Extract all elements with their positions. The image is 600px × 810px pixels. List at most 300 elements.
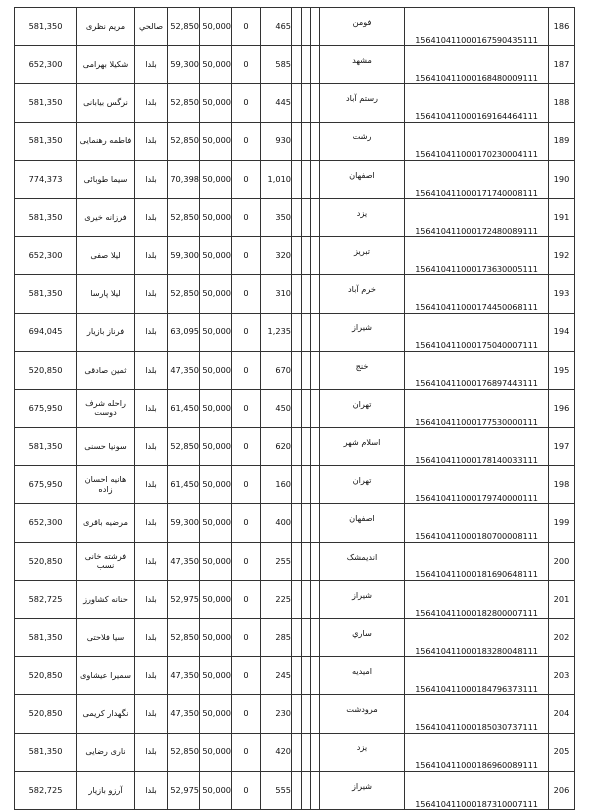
city-cell xyxy=(320,275,405,313)
v4-text: 52,975 xyxy=(170,784,199,795)
zero-cell xyxy=(232,122,261,160)
type-cell xyxy=(135,313,168,351)
row-number-cell xyxy=(549,160,575,198)
total-amount-cell xyxy=(15,198,77,236)
account-number-cell xyxy=(405,8,549,46)
zero-cell xyxy=(232,313,261,351)
fixed-amount-cell xyxy=(200,160,232,198)
v4-text: 47,350 xyxy=(170,708,199,719)
total-amount-cell xyxy=(15,8,77,46)
city-cell xyxy=(320,160,405,198)
value-cell xyxy=(261,466,292,504)
empty-cell xyxy=(292,8,302,46)
row-number-cell xyxy=(549,542,575,580)
empty-cell xyxy=(302,389,311,427)
type-text: بلدا xyxy=(145,555,157,566)
row-text: 195 xyxy=(553,364,570,375)
city-text: تهران xyxy=(352,475,372,486)
v3-text: 50,000 xyxy=(202,517,231,528)
account-number-cell xyxy=(405,389,549,427)
zero-cell xyxy=(232,389,261,427)
row-number-cell xyxy=(549,8,575,46)
city-cell xyxy=(320,580,405,618)
row-text: 200 xyxy=(553,555,570,566)
row-text: 188 xyxy=(553,97,570,108)
v2-text: 0 xyxy=(243,326,249,337)
account-text: 156410411000180700008111 xyxy=(415,531,538,542)
row-text: 193 xyxy=(553,288,570,299)
v3-text: 50,000 xyxy=(202,211,231,222)
type-cell xyxy=(135,160,168,198)
row-text: 192 xyxy=(553,250,570,260)
name-text: ناری رضایی xyxy=(85,746,126,757)
account-number-cell xyxy=(405,351,549,389)
total-text: 581,350 xyxy=(28,20,63,31)
empty-cell xyxy=(302,466,311,504)
v2-text: 0 xyxy=(243,746,249,757)
name-text: نرگس بیابانی xyxy=(83,97,128,108)
value-cell xyxy=(261,504,292,542)
empty-cell xyxy=(292,122,302,160)
total-text: 520,850 xyxy=(28,708,63,719)
empty-cell xyxy=(292,580,302,618)
row-text: 189 xyxy=(553,135,570,146)
v4-text: 52,850 xyxy=(170,211,199,222)
account-text: 156410411000172480089111 xyxy=(415,225,538,236)
value-cell xyxy=(261,275,292,313)
empty-cell xyxy=(292,46,302,84)
type-cell xyxy=(135,657,168,695)
person-name-cell xyxy=(77,389,135,427)
empty-cell xyxy=(311,657,320,695)
row-text: 201 xyxy=(553,593,570,604)
empty-cell xyxy=(302,619,311,657)
amount-cell xyxy=(168,695,200,733)
amount-cell xyxy=(168,313,200,351)
total-text: 675,950 xyxy=(28,479,63,490)
v1-text: 160 xyxy=(275,479,291,490)
city-cell xyxy=(320,198,405,236)
row-number-cell xyxy=(549,580,575,618)
empty-cell xyxy=(292,351,302,389)
row-text: 196 xyxy=(553,402,570,413)
empty-cell xyxy=(292,198,302,236)
amount-cell xyxy=(168,389,200,427)
name-text: سیما طوبائی xyxy=(83,173,128,184)
v3-text: 50,000 xyxy=(202,670,231,681)
total-amount-cell xyxy=(15,504,77,542)
amount-cell xyxy=(168,619,200,657)
empty-cell xyxy=(292,389,302,427)
table-row xyxy=(15,733,575,771)
value-cell xyxy=(261,122,292,160)
amount-cell xyxy=(168,542,200,580)
type-cell xyxy=(135,771,168,809)
table-row xyxy=(15,160,575,198)
account-text: 156410411000169164464111 xyxy=(415,111,538,122)
city-text: خرم آباد xyxy=(348,284,376,295)
account-text: 156410411000173630005111 xyxy=(415,263,538,274)
row-text: 190 xyxy=(553,173,570,184)
total-amount-cell xyxy=(15,160,77,198)
city-text: امیدیه xyxy=(351,666,373,677)
empty-cell xyxy=(302,122,311,160)
account-number-cell xyxy=(405,695,549,733)
city-text: اصفهان xyxy=(349,169,375,180)
person-name-cell xyxy=(77,771,135,809)
empty-cell xyxy=(292,542,302,580)
v2-text: 0 xyxy=(243,173,249,184)
empty-cell xyxy=(302,657,311,695)
fixed-amount-cell xyxy=(200,695,232,733)
total-text: 652,300 xyxy=(28,59,63,70)
total-text: 581,350 xyxy=(28,631,63,642)
v2-text: 0 xyxy=(243,20,249,31)
city-text: رشت xyxy=(352,131,372,142)
city-text: شیراز xyxy=(351,589,373,600)
row-number-cell xyxy=(549,237,575,275)
zero-cell xyxy=(232,733,261,771)
city-cell xyxy=(320,733,405,771)
empty-cell xyxy=(292,695,302,733)
row-number-cell xyxy=(549,46,575,84)
row-number-cell xyxy=(549,351,575,389)
person-name-cell xyxy=(77,657,135,695)
table-row xyxy=(15,771,575,809)
v1-text: 555 xyxy=(275,784,291,795)
empty-cell xyxy=(311,695,320,733)
v3-text: 50,000 xyxy=(202,288,231,299)
empty-cell xyxy=(302,237,311,275)
account-number-cell xyxy=(405,428,549,466)
type-cell xyxy=(135,695,168,733)
person-name-cell xyxy=(77,84,135,122)
name-text: فرشته خانی نسب xyxy=(84,550,127,571)
table-row xyxy=(15,198,575,236)
account-text: 156410411000171740008111 xyxy=(415,187,538,198)
type-text: بلدا xyxy=(145,326,157,337)
empty-cell xyxy=(302,84,311,122)
total-amount-cell xyxy=(15,237,77,275)
account-number-cell xyxy=(405,466,549,504)
v2-text: 0 xyxy=(243,288,249,299)
v2-text: 0 xyxy=(243,593,249,604)
row-text: 205 xyxy=(553,746,570,757)
total-amount-cell xyxy=(15,542,77,580)
row-text: 203 xyxy=(553,670,570,681)
account-text: 156410411000174450068111 xyxy=(415,302,538,313)
empty-cell xyxy=(311,84,320,122)
total-text: 675,950 xyxy=(28,402,63,413)
account-text: 156410411000184796373111 xyxy=(415,683,538,694)
zero-cell xyxy=(232,695,261,733)
type-text: بلدا xyxy=(145,670,157,681)
value-cell xyxy=(261,8,292,46)
city-text: تبریز xyxy=(353,246,371,256)
person-name-cell xyxy=(77,580,135,618)
empty-cell xyxy=(311,389,320,427)
v4-text: 52,850 xyxy=(170,97,199,108)
v2-text: 0 xyxy=(243,479,249,490)
value-cell xyxy=(261,580,292,618)
zero-cell xyxy=(232,351,261,389)
v3-text: 50,000 xyxy=(202,631,231,642)
row-number-cell xyxy=(549,389,575,427)
total-amount-cell xyxy=(15,619,77,657)
type-text: بلدا xyxy=(145,708,157,719)
zero-cell xyxy=(232,542,261,580)
city-cell xyxy=(320,8,405,46)
table-row xyxy=(15,46,575,84)
type-cell xyxy=(135,84,168,122)
empty-cell xyxy=(302,542,311,580)
empty-cell xyxy=(311,428,320,466)
v1-text: 310 xyxy=(275,288,291,299)
value-cell xyxy=(261,428,292,466)
total-amount-cell xyxy=(15,275,77,313)
name-text: آرزو بازیار xyxy=(88,784,123,795)
empty-cell xyxy=(311,275,320,313)
type-cell xyxy=(135,542,168,580)
city-text: اصفهان xyxy=(349,513,375,524)
v2-text: 0 xyxy=(243,59,249,70)
value-cell xyxy=(261,542,292,580)
type-cell xyxy=(135,466,168,504)
type-text: بلدا xyxy=(145,59,157,70)
empty-cell xyxy=(292,657,302,695)
person-name-cell xyxy=(77,619,135,657)
row-number-cell xyxy=(549,695,575,733)
v2-text: 0 xyxy=(243,135,249,146)
empty-cell xyxy=(311,504,320,542)
v1-text: 255 xyxy=(275,555,291,566)
empty-cell xyxy=(302,504,311,542)
name-text: سونیا حسنی xyxy=(84,440,127,451)
empty-cell xyxy=(311,733,320,771)
city-text: تهران xyxy=(352,398,372,409)
empty-cell xyxy=(311,771,320,809)
account-number-cell xyxy=(405,542,549,580)
empty-cell xyxy=(302,428,311,466)
table-row xyxy=(15,504,575,542)
fixed-amount-cell xyxy=(200,389,232,427)
city-cell xyxy=(320,351,405,389)
v4-text: 59,300 xyxy=(170,250,199,260)
value-cell xyxy=(261,389,292,427)
row-number-cell xyxy=(549,275,575,313)
v1-text: 320 xyxy=(275,250,291,260)
city-text: شیراز xyxy=(351,322,373,333)
row-text: 198 xyxy=(553,479,570,490)
table-row xyxy=(15,389,575,427)
city-cell xyxy=(320,428,405,466)
v4-text: 47,350 xyxy=(170,670,199,681)
person-name-cell xyxy=(77,198,135,236)
empty-cell xyxy=(302,695,311,733)
row-number-cell xyxy=(549,466,575,504)
v3-text: 50,000 xyxy=(202,555,231,566)
amount-cell xyxy=(168,84,200,122)
account-number-cell xyxy=(405,504,549,542)
fixed-amount-cell xyxy=(200,275,232,313)
table-row xyxy=(15,466,575,504)
v1-text: 445 xyxy=(275,97,291,108)
type-text: بلدا xyxy=(145,746,157,757)
amount-cell xyxy=(168,657,200,695)
fixed-amount-cell xyxy=(200,313,232,351)
v4-text: 61,450 xyxy=(170,479,199,490)
fixed-amount-cell xyxy=(200,619,232,657)
fixed-amount-cell xyxy=(200,580,232,618)
v1-text: 225 xyxy=(275,593,291,604)
zero-cell xyxy=(232,466,261,504)
v1-text: 620 xyxy=(275,440,291,451)
account-number-cell xyxy=(405,237,549,275)
empty-cell xyxy=(302,351,311,389)
amount-cell xyxy=(168,46,200,84)
account-text: 156410411000183280048111 xyxy=(415,645,538,656)
v1-text: 350 xyxy=(275,211,291,222)
row-number-cell xyxy=(549,504,575,542)
table-row xyxy=(15,122,575,160)
account-text: 156410411000167590435111 xyxy=(415,34,538,45)
city-cell xyxy=(320,46,405,84)
zero-cell xyxy=(232,619,261,657)
row-number-cell xyxy=(549,198,575,236)
city-cell xyxy=(320,504,405,542)
account-text: 156410411000187310007111 xyxy=(415,798,538,809)
total-text: 581,350 xyxy=(28,211,63,222)
person-name-cell xyxy=(77,237,135,275)
type-text: بلدا xyxy=(145,364,157,375)
name-text: هانیه احسان زاده xyxy=(84,474,127,494)
type-cell xyxy=(135,619,168,657)
amount-cell xyxy=(168,122,200,160)
total-amount-cell xyxy=(15,46,77,84)
person-name-cell xyxy=(77,466,135,504)
total-amount-cell xyxy=(15,733,77,771)
total-amount-cell xyxy=(15,84,77,122)
account-number-cell xyxy=(405,122,549,160)
table-row xyxy=(15,275,575,313)
name-text: مرضیه باقری xyxy=(83,517,128,528)
table-row xyxy=(15,542,575,580)
type-cell xyxy=(135,122,168,160)
type-text: بلدا xyxy=(145,288,157,299)
total-amount-cell xyxy=(15,389,77,427)
zero-cell xyxy=(232,198,261,236)
account-text: 156410411000186960089111 xyxy=(415,760,538,771)
amount-cell xyxy=(168,237,200,275)
city-cell xyxy=(320,313,405,351)
v3-text: 50,000 xyxy=(202,593,231,604)
person-name-cell xyxy=(77,695,135,733)
v2-text: 0 xyxy=(243,250,249,260)
total-text: 581,350 xyxy=(28,135,63,146)
total-amount-cell xyxy=(15,122,77,160)
account-number-cell xyxy=(405,619,549,657)
value-cell xyxy=(261,351,292,389)
account-number-cell xyxy=(405,733,549,771)
total-text: 774,373 xyxy=(28,173,63,184)
v1-text: 1,010 xyxy=(267,173,291,184)
account-text: 156410411000182800007111 xyxy=(415,607,538,618)
table-row xyxy=(15,580,575,618)
type-text: بلدا xyxy=(145,173,157,184)
amount-cell xyxy=(168,466,200,504)
empty-cell xyxy=(311,580,320,618)
type-text: بلدا xyxy=(145,135,157,146)
amount-cell xyxy=(168,351,200,389)
payment-table xyxy=(14,7,575,810)
fixed-amount-cell xyxy=(200,351,232,389)
value-cell xyxy=(261,657,292,695)
amount-cell xyxy=(168,8,200,46)
account-text: 156410411000177530000111 xyxy=(415,416,538,427)
v3-text: 50,000 xyxy=(202,135,231,146)
type-text: صالحي xyxy=(138,20,164,31)
empty-cell xyxy=(292,275,302,313)
table-row xyxy=(15,619,575,657)
type-cell xyxy=(135,198,168,236)
name-text: راحله شرف دوست xyxy=(85,398,126,418)
table-row xyxy=(15,313,575,351)
account-text: 156410411000178140033111 xyxy=(415,454,538,465)
type-text: بلدا xyxy=(145,211,157,222)
v3-text: 50,000 xyxy=(202,746,231,757)
v3-text: 50,000 xyxy=(202,784,231,795)
row-number-cell xyxy=(549,428,575,466)
type-cell xyxy=(135,580,168,618)
city-text: خنج xyxy=(355,360,369,371)
total-text: 520,850 xyxy=(28,670,63,681)
v3-text: 50,000 xyxy=(202,479,231,490)
amount-cell xyxy=(168,504,200,542)
v2-text: 0 xyxy=(243,211,249,222)
empty-cell xyxy=(311,237,320,275)
empty-cell xyxy=(292,160,302,198)
value-cell xyxy=(261,733,292,771)
v3-text: 50,000 xyxy=(202,250,231,260)
empty-cell xyxy=(292,733,302,771)
row-text: 197 xyxy=(553,440,570,451)
person-name-cell xyxy=(77,733,135,771)
amount-cell xyxy=(168,428,200,466)
fixed-amount-cell xyxy=(200,8,232,46)
type-cell xyxy=(135,237,168,275)
name-text: حنانه کشاورز xyxy=(83,593,128,604)
value-cell xyxy=(261,771,292,809)
v4-text: 63,095 xyxy=(170,326,199,337)
city-text: مرودشت xyxy=(346,704,378,715)
v2-text: 0 xyxy=(243,631,249,642)
account-number-cell xyxy=(405,313,549,351)
type-text: بلدا xyxy=(145,517,157,528)
type-cell xyxy=(135,428,168,466)
city-cell xyxy=(320,657,405,695)
person-name-cell xyxy=(77,160,135,198)
zero-cell xyxy=(232,580,261,618)
total-text: 652,300 xyxy=(28,517,63,528)
v4-text: 47,350 xyxy=(170,555,199,566)
city-text: فومن xyxy=(352,16,372,27)
fixed-amount-cell xyxy=(200,733,232,771)
v4-text: 59,300 xyxy=(170,59,199,70)
zero-cell xyxy=(232,8,261,46)
empty-cell xyxy=(311,8,320,46)
table-body xyxy=(15,8,575,810)
v3-text: 50,000 xyxy=(202,97,231,108)
